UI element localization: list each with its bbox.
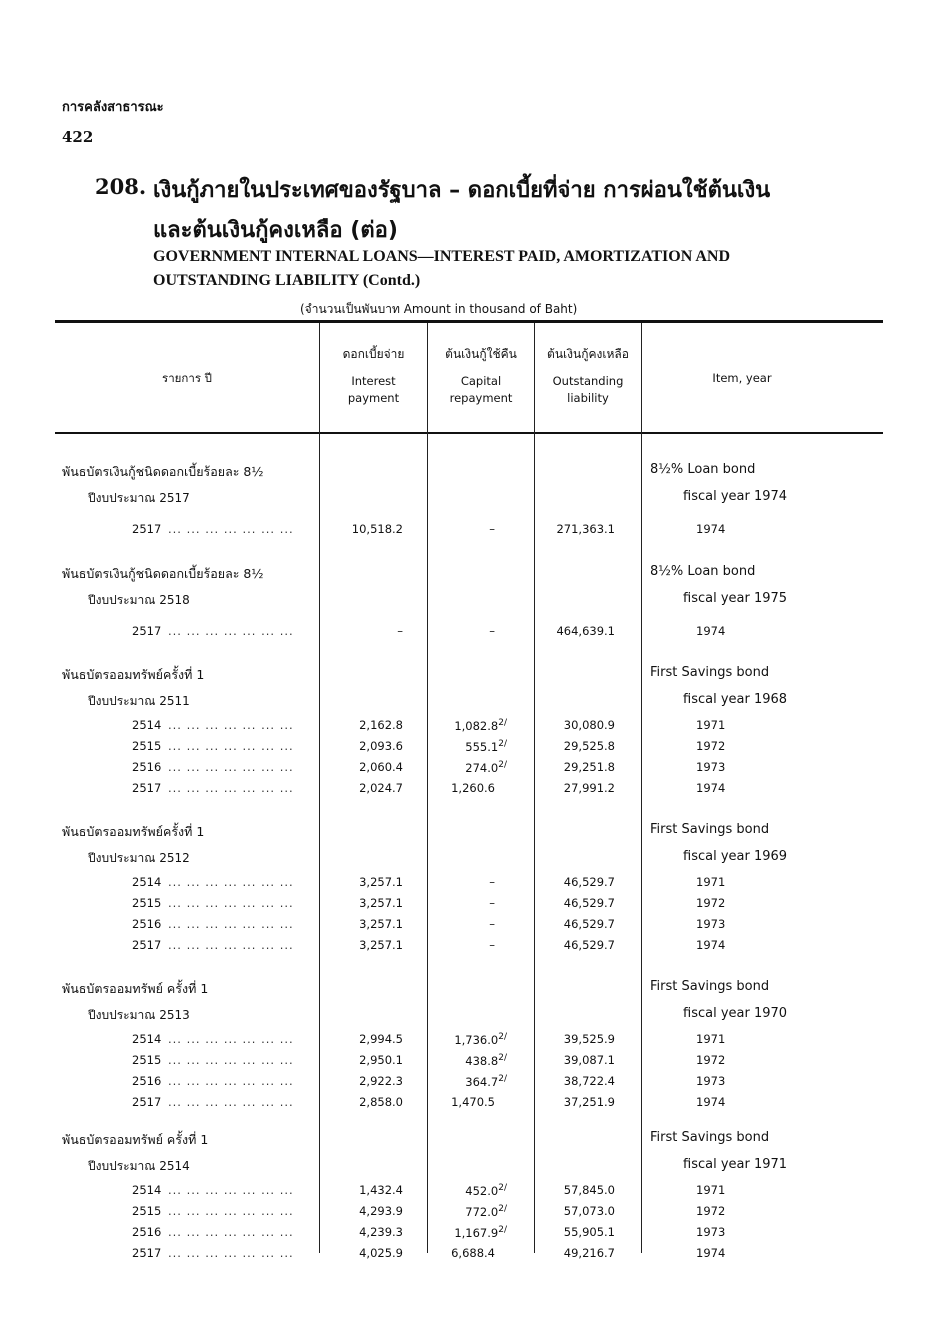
capital-value-text: 1,736.0 <box>454 1032 499 1047</box>
capital-value-text: 6,688.4 <box>451 1246 495 1260</box>
row-year-thai: 2516 <box>132 760 162 774</box>
outstanding-value: 464,639.1 <box>556 624 615 638</box>
interest-value: 2,093.6 <box>359 739 403 753</box>
row-year-en: 1973 <box>696 917 726 931</box>
group-title-thai: พันธบัตรออมทรัพย์ ครั้งที่ 1 <box>62 981 209 996</box>
group-title-en: First Savings bond <box>650 665 770 680</box>
title-thai-line1: เงินกู้ภายในประเทศของรัฐบาล – ดอกเบี้ยที่จ่าย การผ่อนใช้ต้นเงิน <box>153 178 771 203</box>
group-fiscal-en: fiscal year 1971 <box>683 1157 788 1172</box>
group-fiscal-en: fiscal year 1974 <box>683 489 788 504</box>
outstanding-value: 27,991.2 <box>563 781 615 795</box>
row-year-en: 1972 <box>696 1204 726 1218</box>
ministry-header: การคลังสาธารณะ <box>62 100 164 115</box>
interest-value: 2,162.8 <box>359 718 403 732</box>
outstanding-value: 46,529.7 <box>563 896 615 910</box>
row-year-en: 1973 <box>696 760 726 774</box>
interest-value: 3,257.1 <box>359 896 403 910</box>
page-number: 422 <box>62 128 94 146</box>
outstanding-value: 49,216.7 <box>563 1246 615 1260</box>
outstanding-value: 46,529.7 <box>563 938 615 952</box>
capital-value-text: 1,260.6 <box>451 781 495 795</box>
outstanding-value: 46,529.7 <box>563 917 615 931</box>
column-header-outstanding <box>535 346 641 407</box>
row-year-thai: 2514 <box>132 1183 162 1197</box>
row-year-en: 1974 <box>696 938 726 952</box>
row-year-thai: 2515 <box>132 1204 162 1218</box>
row-year-en: 1972 <box>696 896 726 910</box>
interest-value: 1,432.4 <box>359 1183 403 1197</box>
capital-value-text: 1,167.9 <box>454 1225 499 1240</box>
group-title-thai: พันธบัตรเงินกู้ชนิดดอกเบี้ยร้อยละ 8½ <box>62 464 264 479</box>
outstanding-value: 271,363.1 <box>556 522 615 536</box>
group-title-en: 8½% Loan bond <box>650 462 756 477</box>
footnote-marker: 2/ <box>498 1225 507 1235</box>
row-year-en: 1971 <box>696 718 726 732</box>
row-leader-dots: ... ... ... ... ... ... ... <box>168 624 294 638</box>
row-year-en: 1971 <box>696 875 726 889</box>
capital-value <box>417 875 507 889</box>
row-year-thai: 2517 <box>132 1246 162 1260</box>
row-year-en: 1973 <box>696 1074 726 1088</box>
capital-value-text: 772.0 <box>465 1204 499 1219</box>
outstanding-value: 57,845.0 <box>563 1183 615 1197</box>
row-year-en: 1974 <box>696 781 726 795</box>
column-header-item-thai <box>55 370 319 387</box>
outstanding-header-en1: Outstanding <box>552 374 624 388</box>
row-year-en: 1974 <box>696 624 726 638</box>
row-year-thai: 2517 <box>132 624 162 638</box>
outstanding-header-thai: ต้นเงินกู้คงเหลือ <box>547 347 629 361</box>
row-leader-dots: ... ... ... ... ... ... ... <box>168 760 294 774</box>
header-bottom-rule <box>55 432 883 434</box>
row-leader-dots: ... ... ... ... ... ... ... <box>168 938 294 952</box>
capital-value <box>417 1095 507 1109</box>
capital-value <box>417 1204 507 1219</box>
interest-value: – <box>397 624 403 638</box>
capital-value-text: 1,082.8 <box>454 718 499 733</box>
row-leader-dots: ... ... ... ... ... ... ... <box>168 917 294 931</box>
capital-value-text: 274.0 <box>465 760 499 775</box>
group-title-thai: พันธบัตรออมทรัพย์ครั้งที่ 1 <box>62 824 205 839</box>
row-year-en: 1974 <box>696 1095 726 1109</box>
capital-header-thai: ต้นเงินกู้ใช้คืน <box>445 347 517 361</box>
table-number: 208. <box>95 174 147 199</box>
group-fiscal-thai: ปีงบประมาณ 2511 <box>88 694 190 708</box>
capital-value <box>417 1183 507 1198</box>
group-fiscal-thai: ปีงบประมาณ 2514 <box>88 1159 190 1173</box>
row-year-thai: 2517 <box>132 781 162 795</box>
interest-value: 2,922.3 <box>359 1074 403 1088</box>
footnote-marker: 2/ <box>498 1074 507 1084</box>
outstanding-value: 57,073.0 <box>563 1204 615 1218</box>
capital-value-text: – <box>489 522 495 536</box>
interest-value: 3,257.1 <box>359 917 403 931</box>
row-year-thai: 2516 <box>132 1225 162 1239</box>
capital-value-text: 438.8 <box>465 1053 499 1068</box>
outstanding-header-en2: liability <box>567 391 609 405</box>
group-title-thai: พันธบัตรออมทรัพย์ครั้งที่ 1 <box>62 667 205 682</box>
interest-value: 2,950.1 <box>359 1053 403 1067</box>
capital-value <box>417 1074 507 1089</box>
capital-header-en1: Capital <box>460 374 502 388</box>
row-leader-dots: ... ... ... ... ... ... ... <box>168 1204 294 1218</box>
interest-value: 3,257.1 <box>359 938 403 952</box>
row-year-thai: 2517 <box>132 938 162 952</box>
capital-value-text: 1,470.5 <box>451 1095 495 1109</box>
outstanding-value: 29,525.8 <box>563 739 615 753</box>
capital-value <box>417 1246 507 1260</box>
capital-value-text: – <box>489 938 495 952</box>
interest-value: 2,858.0 <box>359 1095 403 1109</box>
capital-value <box>417 917 507 931</box>
footnote-marker: 2/ <box>498 760 507 770</box>
interest-value: 2,060.4 <box>359 760 403 774</box>
row-year-en: 1972 <box>696 739 726 753</box>
capital-value <box>417 896 507 910</box>
interest-value: 4,025.9 <box>359 1246 403 1260</box>
group-fiscal-thai: ปีงบประมาณ 2518 <box>88 593 190 607</box>
interest-header-en2: payment <box>347 391 400 405</box>
row-leader-dots: ... ... ... ... ... ... ... <box>168 718 294 732</box>
row-year-thai: 2516 <box>132 917 162 931</box>
footnote-marker: 2/ <box>498 718 507 728</box>
outstanding-value: 39,525.9 <box>563 1032 615 1046</box>
footnote-marker: 2/ <box>498 1053 507 1063</box>
column-header-item-en <box>642 370 842 387</box>
unit-note: (จำนวนเป็นพันบาท Amount in thousand of Baht) <box>300 302 578 316</box>
group-fiscal-en: fiscal year 1969 <box>683 849 788 864</box>
capital-value <box>417 1225 507 1240</box>
outstanding-value: 30,080.9 <box>563 718 615 732</box>
row-leader-dots: ... ... ... ... ... ... ... <box>168 1225 294 1239</box>
group-title-thai: พันธบัตรออมทรัพย์ ครั้งที่ 1 <box>62 1132 209 1147</box>
row-leader-dots: ... ... ... ... ... ... ... <box>168 1246 294 1260</box>
row-leader-dots: ... ... ... ... ... ... ... <box>168 896 294 910</box>
row-leader-dots: ... ... ... ... ... ... ... <box>168 1074 294 1088</box>
title-thai-line2: และต้นเงินกู้คงเหลือ (ต่อ) <box>153 218 398 243</box>
interest-header-en1: Interest <box>351 374 396 388</box>
outstanding-value: 39,087.1 <box>563 1053 615 1067</box>
column-header-item-thai-label: รายการ ปี <box>162 371 212 385</box>
row-leader-dots: ... ... ... ... ... ... ... <box>168 1032 294 1046</box>
title-english-line1: GOVERNMENT INTERNAL LOANS—INTEREST PAID, AMORTIZATION AND <box>153 248 731 265</box>
capital-value-text: 452.0 <box>465 1183 499 1198</box>
interest-value: 2,024.7 <box>359 781 403 795</box>
interest-value: 3,257.1 <box>359 875 403 889</box>
capital-value <box>417 760 507 775</box>
capital-value <box>417 1053 507 1068</box>
table-top-rule <box>55 320 883 323</box>
interest-value: 4,239.3 <box>359 1225 403 1239</box>
capital-value-text: – <box>489 875 495 889</box>
row-year-thai: 2516 <box>132 1074 162 1088</box>
row-year-en: 1974 <box>696 1246 726 1260</box>
group-fiscal-thai: ปีงบประมาณ 2512 <box>88 851 190 865</box>
row-year-thai: 2517 <box>132 1095 162 1109</box>
row-leader-dots: ... ... ... ... ... ... ... <box>168 739 294 753</box>
row-year-thai: 2515 <box>132 896 162 910</box>
group-fiscal-en: fiscal year 1975 <box>683 591 788 606</box>
row-leader-dots: ... ... ... ... ... ... ... <box>168 1053 294 1067</box>
row-year-thai: 2517 <box>132 522 162 536</box>
group-fiscal-thai: ปีงบประมาณ 2513 <box>88 1008 190 1022</box>
capital-value-text: 555.1 <box>465 739 499 754</box>
capital-value <box>417 1032 507 1047</box>
capital-value <box>417 739 507 754</box>
row-year-thai: 2515 <box>132 739 162 753</box>
row-year-en: 1971 <box>696 1183 726 1197</box>
row-leader-dots: ... ... ... ... ... ... ... <box>168 875 294 889</box>
interest-header-thai: ดอกเบี้ยจ่าย <box>342 347 405 361</box>
column-header-capital <box>428 346 534 407</box>
row-year-thai: 2514 <box>132 718 162 732</box>
outstanding-value: 46,529.7 <box>563 875 615 889</box>
outstanding-value: 37,251.9 <box>563 1095 615 1109</box>
capital-value-text: – <box>489 917 495 931</box>
group-title-en: 8½% Loan bond <box>650 564 756 579</box>
row-year-thai: 2514 <box>132 1032 162 1046</box>
capital-value-text: 364.7 <box>465 1074 499 1089</box>
capital-value-text: – <box>489 896 495 910</box>
group-title-en: First Savings bond <box>650 822 770 837</box>
capital-value <box>417 718 507 733</box>
row-leader-dots: ... ... ... ... ... ... ... <box>168 1095 294 1109</box>
outstanding-value: 38,722.4 <box>563 1074 615 1088</box>
capital-value <box>417 781 507 795</box>
row-year-en: 1974 <box>696 522 726 536</box>
row-year-en: 1972 <box>696 1053 726 1067</box>
footnote-marker: 2/ <box>498 1032 507 1042</box>
group-title-en: First Savings bond <box>650 979 770 994</box>
row-leader-dots: ... ... ... ... ... ... ... <box>168 1183 294 1197</box>
outstanding-value: 29,251.8 <box>563 760 615 774</box>
capital-header-en2: repayment <box>449 391 513 405</box>
footnote-marker: 2/ <box>498 739 507 749</box>
column-header-interest <box>320 346 427 407</box>
group-fiscal-en: fiscal year 1968 <box>683 692 788 707</box>
capital-value <box>417 624 507 638</box>
title-english-line2: OUTSTANDING LIABILITY (Contd.) <box>153 272 421 289</box>
group-fiscal-en: fiscal year 1970 <box>683 1006 788 1021</box>
capital-value <box>417 522 507 536</box>
capital-value-text: – <box>489 624 495 638</box>
group-fiscal-thai: ปีงบประมาณ 2517 <box>88 491 190 505</box>
interest-value: 4,293.9 <box>359 1204 403 1218</box>
row-year-en: 1971 <box>696 1032 726 1046</box>
column-divider <box>641 323 642 1253</box>
row-leader-dots: ... ... ... ... ... ... ... <box>168 522 294 536</box>
group-title-en: First Savings bond <box>650 1130 770 1145</box>
interest-value: 10,518.2 <box>351 522 403 536</box>
capital-value <box>417 938 507 952</box>
footnote-marker: 2/ <box>498 1204 507 1214</box>
row-year-thai: 2515 <box>132 1053 162 1067</box>
row-year-thai: 2514 <box>132 875 162 889</box>
row-year-en: 1973 <box>696 1225 726 1239</box>
footnote-marker: 2/ <box>498 1183 507 1193</box>
interest-value: 2,994.5 <box>359 1032 403 1046</box>
group-title-thai: พันธบัตรเงินกู้ชนิดดอกเบี้ยร้อยละ 8½ <box>62 566 264 581</box>
row-leader-dots: ... ... ... ... ... ... ... <box>168 781 294 795</box>
outstanding-value: 55,905.1 <box>563 1225 615 1239</box>
column-header-item-en-label: Item, year <box>712 371 772 385</box>
